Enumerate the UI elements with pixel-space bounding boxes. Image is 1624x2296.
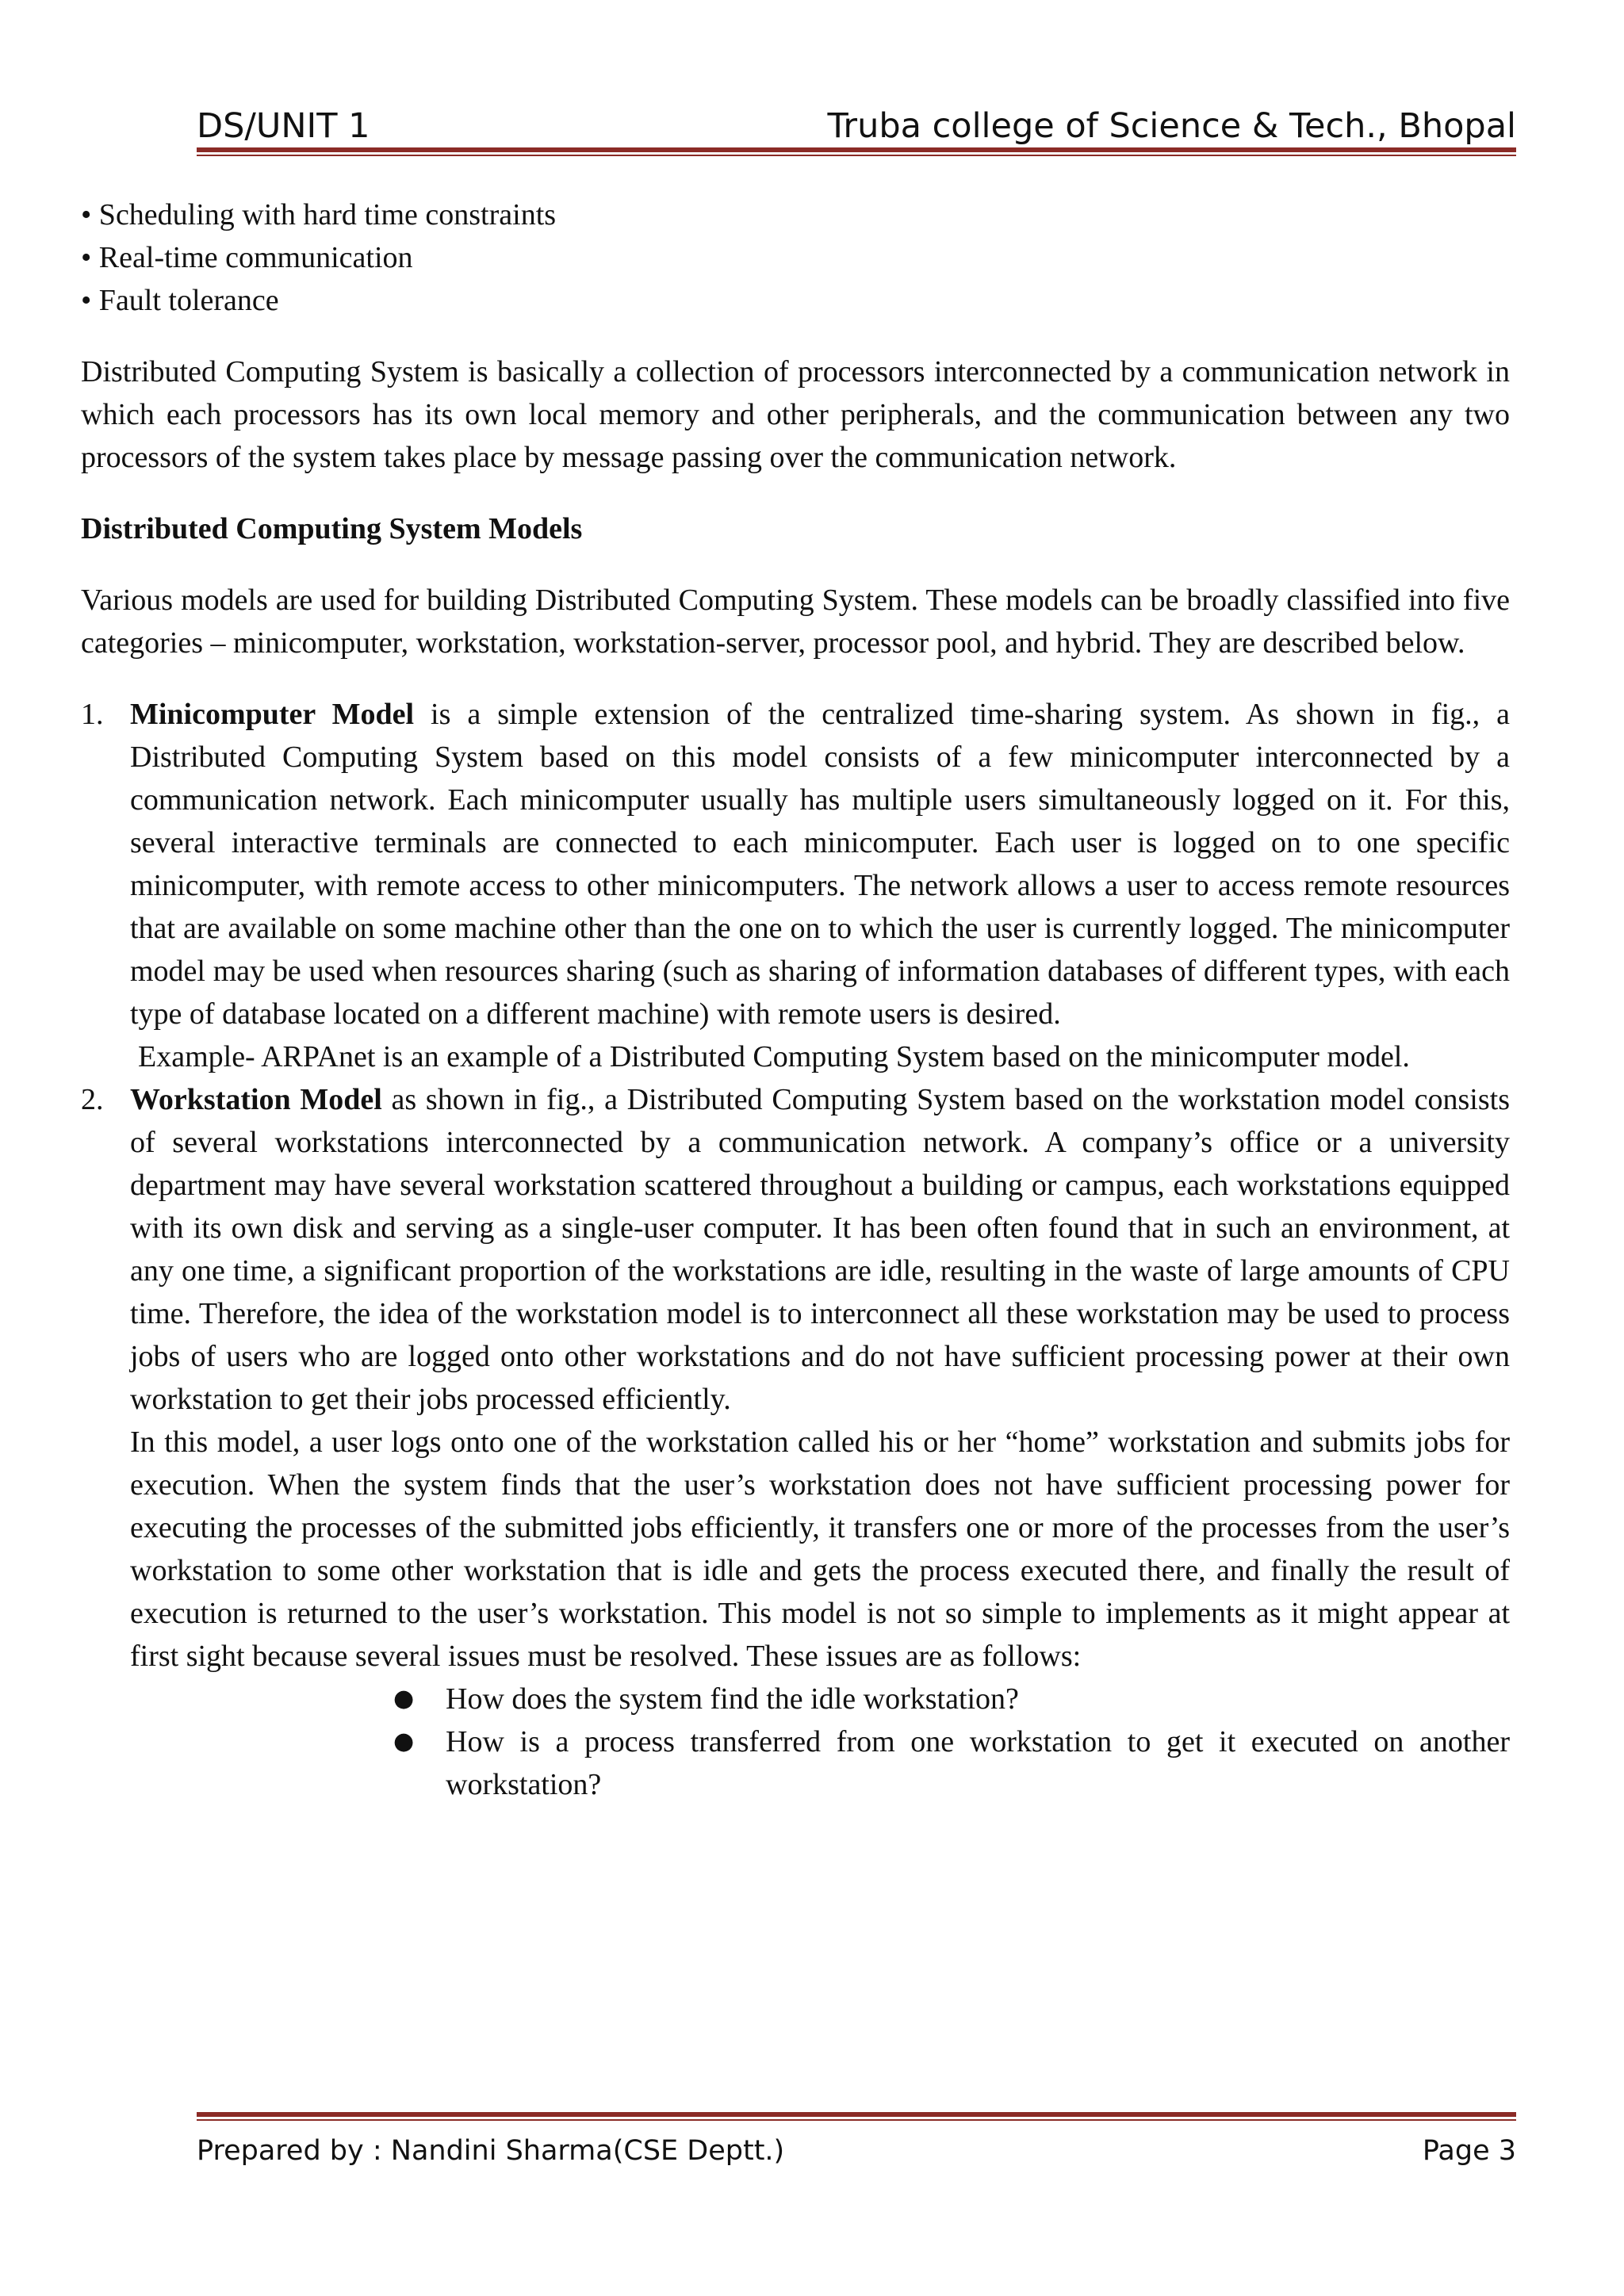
- issue-text: How does the system find the idle workstation?: [446, 1682, 1019, 1716]
- page-header: [197, 97, 1516, 146]
- model-title: Workstation Model: [130, 1083, 382, 1116]
- section-intro: Various models are used for building Distributed Computing System. These models can be broadly classified into five categories – minicomputer, workstation, workstation-server, processor pool, and hybrid. They are described below.: [81, 584, 1510, 660]
- header-unit: DS/UNIT 1: [197, 106, 370, 146]
- page-footer: [197, 2131, 1516, 2171]
- list-item-workstation-model: [81, 1078, 1510, 1806]
- footer-rule: [197, 2112, 1516, 2117]
- model-description: [130, 1078, 1510, 1421]
- header-rule-thin: [197, 155, 1516, 156]
- header-rule: [197, 147, 1516, 152]
- bullet-dot-icon: ●: [393, 1728, 415, 1755]
- page-body: [81, 193, 1510, 1806]
- list-item: [393, 1720, 1510, 1806]
- header-college: Truba college of Science & Tech., Bhopal: [827, 106, 1516, 146]
- bullet-line: • Fault tolerance: [81, 284, 279, 317]
- list-item: [393, 1678, 1510, 1720]
- model-text: as shown in fig., a Distributed Computing System based on the workstation model consists of several workstations interconnected by a communication network. A company’s office or a university department may have several workstation scattered throughout a building or campus, each workstations equipped with its own disk and serving as a single-user computer. It has been often found that in such an environment, at any one time, a significant proportion of the workstations are idle, resulting in the waste of large amounts of CPU time. Therefore, the idea of the workstation model is to interconnect all these workstation may be used to process jobs of users who are logged onto other workstations and do not have sufficient processing power at their own workstation to get their jobs processed efficiently.: [130, 1083, 1510, 1416]
- model-title: Minicomputer Model: [130, 698, 415, 731]
- model-paragraph: In this model, a user logs onto one of the workstation called his or her “home” workstation and submits jobs for execution. When the system finds that the user’s workstation does not have sufficient processing power for executing the processes of the submitted jobs efficiently, it transfers one or more of the processes from the user’s workstation to some other workstation that is idle and gets the process executed there, and finally the result of execution is returned to the user’s workstation. This model is not so simple to implements as it might appear at first sight because several issues must be resolved. These issues are as follows:: [130, 1425, 1510, 1673]
- model-description: [130, 693, 1510, 1035]
- models-list: [81, 693, 1510, 1806]
- list-item-minicomputer-model: [81, 693, 1510, 1078]
- issues-list: [130, 1678, 1510, 1806]
- bullet-dot-icon: ●: [393, 1685, 415, 1712]
- bullet-line: • Real-time communication: [81, 241, 413, 274]
- section-heading: Distributed Computing System Models: [81, 512, 583, 545]
- page-number: Page 3: [1422, 2135, 1516, 2167]
- bullet-line: • Scheduling with hard time constraints: [81, 198, 557, 232]
- model-example: Example- ARPAnet is an example of a Distributed Computing System based on the minicomputer model.: [138, 1040, 1410, 1073]
- list-number: 2.: [81, 1083, 104, 1116]
- list-number: 1.: [81, 698, 104, 731]
- footer-author: Prepared by : Nandini Sharma(CSE Deptt.): [197, 2135, 785, 2167]
- model-text: is a simple extension of the centralized time-sharing system. As shown in fig., a Distributed Computing System based on this model consists of a few minicomputer interconnected by a communication network. Each minicomputer usually has multiple users simultaneously logged on it. For this, several interactive terminals are connected to each minicomputer. Each user is logged on to one specific minicomputer, with remote access to other minicomputers. The network allows a user to access remote resources that are available on some machine other than the one on to which the user is currently logged. The minicomputer model may be used when resources sharing (such as sharing of information databases of different types, with each type of database located on a different machine) with remote users is desired.: [130, 698, 1511, 1031]
- top-bullet-list: [81, 193, 1510, 322]
- issue-text: How is a process transferred from one workstation to get it executed on another workstation?: [446, 1725, 1510, 1801]
- intro-paragraph: Distributed Computing System is basically a collection of processors interconnected by a communication network in which each processors has its own local memory and other peripherals, and the communication between any two processors of the system takes place by message passing over the communication network.: [81, 355, 1510, 474]
- footer-rule-thin: [197, 2119, 1516, 2121]
